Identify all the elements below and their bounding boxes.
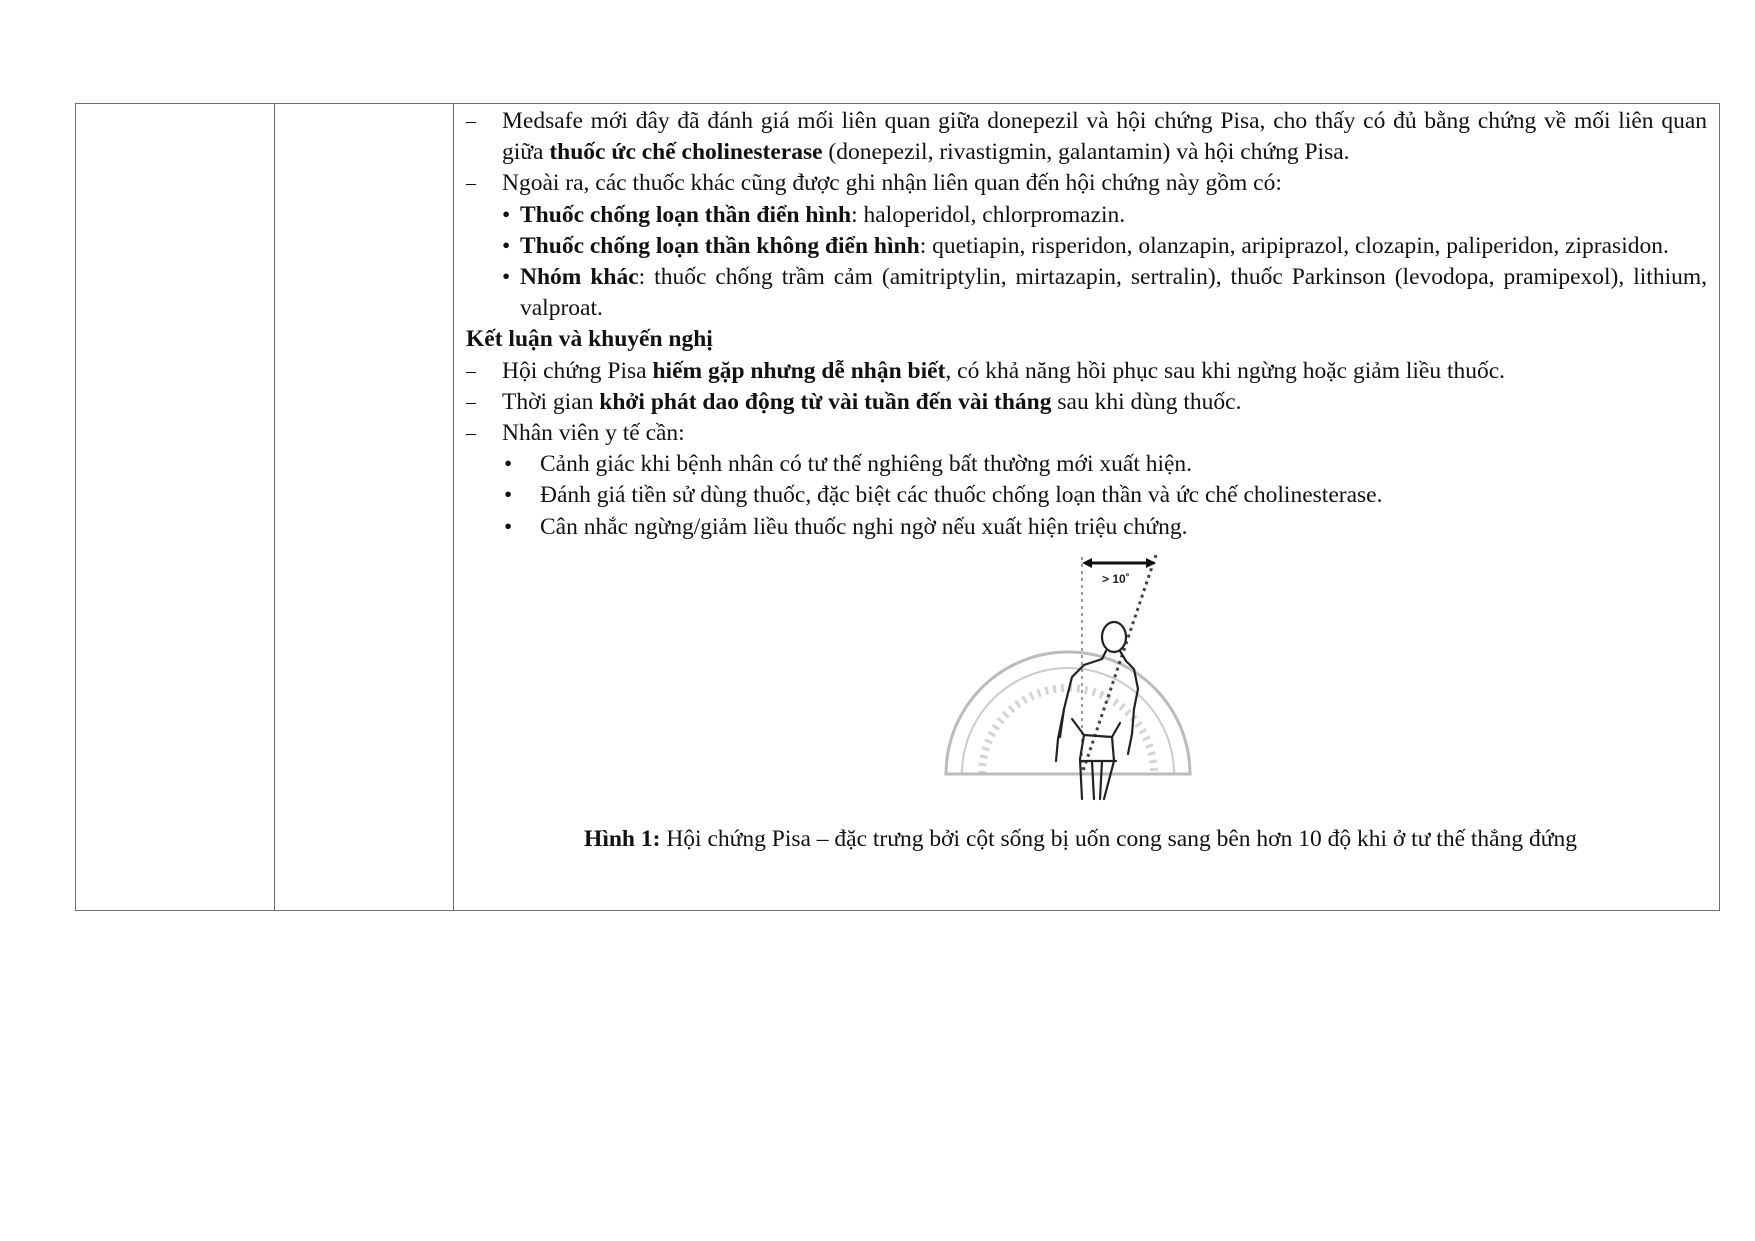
bullet-marker: •: [504, 451, 513, 478]
dash-list-item: [466, 356, 1707, 387]
bold-text: Thuốc chống loạn thần điển hình: [520, 201, 852, 228]
section-heading: [466, 324, 1707, 355]
bullet-marker: •: [502, 264, 511, 291]
dash-marker: –: [466, 172, 476, 195]
bold-text: hiếm gặp nhưng dễ nhận biết: [652, 357, 946, 384]
bullet-list-item: [466, 480, 1707, 511]
text-run: Nhân viên y tế cần:: [502, 420, 685, 447]
text-run: Cảnh giác khi bệnh nhân có tư thế nghiêng bất thường mới xuất hiện.: [540, 451, 1193, 478]
dash-marker: –: [466, 422, 476, 445]
document-table: [75, 103, 1720, 911]
bullet-marker: •: [502, 201, 511, 228]
bold-text: Kết luận và khuyến nghị: [466, 326, 713, 353]
text-run: Đánh giá tiền sử dùng thuốc, đặc biệt các thuốc chống loạn thần và ức chế cholinesterase.: [540, 482, 1383, 509]
figure-caption-text: Hội chứng Pisa – đặc trưng bởi cột sống bị uốn cong sang bên hơn 10 độ khi ở tư thế thẳng đứng: [660, 825, 1577, 852]
bold-text: khởi phát dao động từ vài tuần đến vài tháng: [599, 388, 1052, 415]
bold-text: thuốc ức chế cholinesterase: [549, 139, 823, 166]
dash-marker: –: [466, 359, 476, 382]
bullet-list-item: [466, 200, 1707, 231]
bullet-list-item: [466, 262, 1707, 324]
table-cell-content: [454, 104, 1720, 911]
text-run: : haloperidol, chlorpromazin.: [851, 201, 1126, 228]
text-run: Medsafe mới đây đã đánh giá mối liên quan giữa donepezil và hội chứng Pisa, cho thấy có đủ bằng chứng về mối liên quan giữa: [502, 108, 1707, 166]
table-cell-empty-1: [76, 104, 275, 911]
text-run: : quetiapin, risperidon, olanzapin, aripiprazol, clozapin, paliperidon, ziprasidon.: [919, 232, 1669, 259]
text-run: Thời gian: [502, 388, 600, 415]
bullet-marker: •: [502, 232, 511, 259]
figure-caption-label: Hình 1:: [584, 825, 661, 852]
bold-text: Nhóm khác: [520, 264, 639, 291]
content-body: [454, 104, 1719, 543]
text-run: (donepezil, rivastigmin, galantamin) và hội chứng Pisa.: [822, 139, 1350, 166]
text-run: sau khi dùng thuốc.: [1051, 388, 1242, 415]
table-cell-empty-2: [275, 104, 454, 911]
text-run: : thuốc chống trầm cảm (amitriptylin, mirtazapin, sertralin), thuốc Parkinson (levodopa, pramipexol), lithium, valproat.: [520, 264, 1708, 322]
dash-list-item: [466, 168, 1707, 199]
pisa-syndrome-illustration: [934, 549, 1224, 804]
bullet-marker: •: [504, 513, 513, 540]
text-run: Ngoài ra, các thuốc khác cũng được ghi nhận liên quan đến hội chứng này gồm có:: [502, 170, 1282, 197]
text-run: Cân nhắc ngừng/giảm liều thuốc nghi ngờ nếu xuất hiện triệu chứng.: [540, 513, 1188, 540]
text-run: Hội chứng Pisa: [502, 357, 653, 384]
bullet-list-item: [466, 231, 1707, 262]
bold-text: Thuốc chống loạn thần không điển hình: [520, 232, 920, 259]
figure-pisa: [454, 543, 1719, 828]
angle-label: > 10˚: [1102, 571, 1130, 586]
bullet-list-item: [466, 512, 1707, 543]
text-run: , có khả năng hồi phục sau khi ngừng hoặc giảm liều thuốc.: [945, 357, 1506, 384]
bullet-marker: •: [504, 482, 513, 509]
dash-list-item: [466, 106, 1707, 168]
dash-list-item: [466, 418, 1707, 449]
dash-marker: –: [466, 110, 476, 132]
bullet-list-item: [466, 449, 1707, 480]
dash-marker: –: [466, 390, 476, 413]
dash-list-item: [466, 387, 1707, 418]
